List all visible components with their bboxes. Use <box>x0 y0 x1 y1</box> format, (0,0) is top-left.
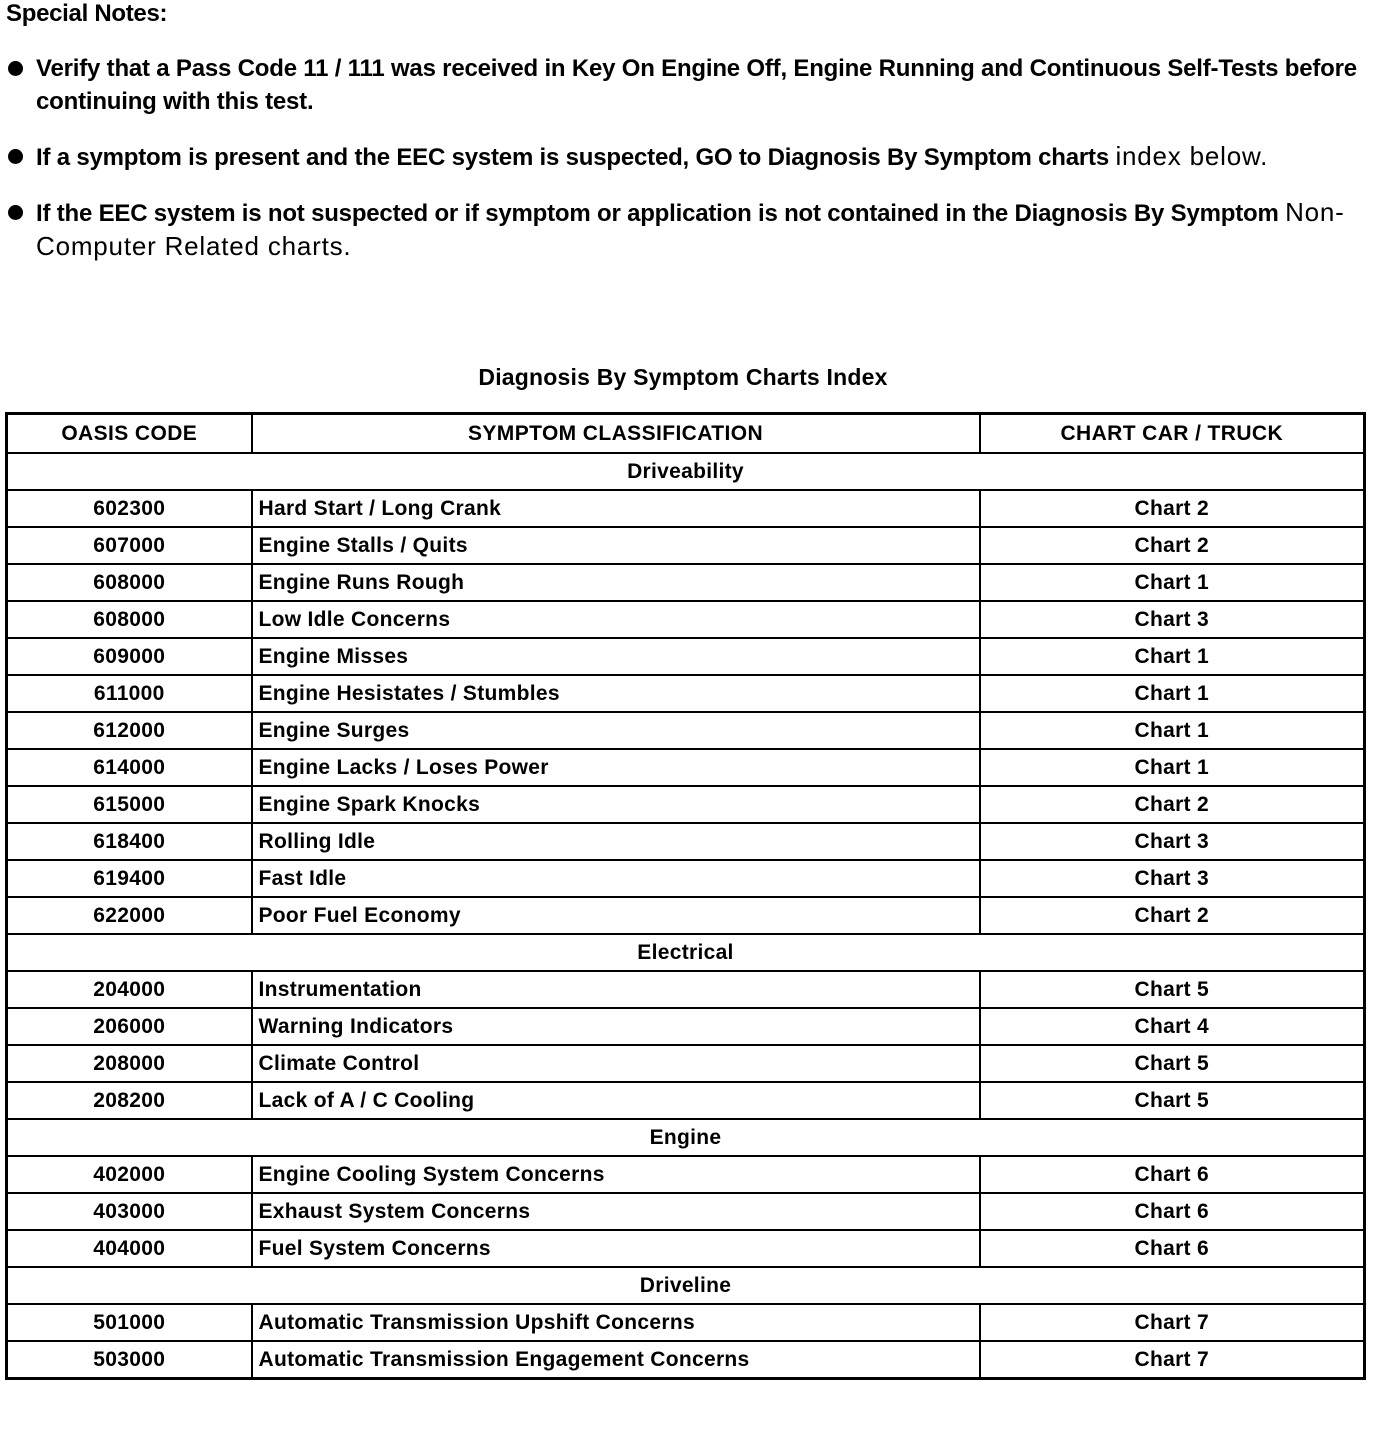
table-row <box>7 1341 1365 1379</box>
symptom-cell: Engine Surges <box>252 712 980 749</box>
chart-cell: Chart 3 <box>980 823 1365 860</box>
symptom-cell: Fast Idle <box>252 860 980 897</box>
section-row <box>7 1119 1365 1156</box>
oasis-code-cell: 208000 <box>7 1045 252 1082</box>
chart-cell: Chart 1 <box>980 749 1365 786</box>
oasis-code-cell: 204000 <box>7 971 252 1008</box>
oasis-code-cell: 404000 <box>7 1230 252 1267</box>
note-text: If the EEC system is not suspected or if symptom or application is not contained in the Diagnosis By Symptom <box>36 200 1286 227</box>
note-suffix: Non-Computer Related charts. <box>36 197 1345 261</box>
table-title: Diagnosis By Symptom Charts Index <box>478 364 888 390</box>
section-heading: Electrical <box>7 934 1365 971</box>
symptom-cell: Automatic Transmission Upshift Concerns <box>252 1304 980 1341</box>
section-heading: Driveability <box>7 453 1365 490</box>
symptom-cell: Engine Hesistates / Stumbles <box>252 675 980 712</box>
symptom-cell: Fuel System Concerns <box>252 1230 980 1267</box>
table-row <box>7 1008 1365 1045</box>
table-row <box>7 638 1365 675</box>
chart-cell: Chart 2 <box>980 897 1365 934</box>
oasis-code-cell: 622000 <box>7 897 252 934</box>
section-row <box>7 934 1365 971</box>
note-text: If a symptom is present and the EEC system is suspected, GO to Diagnosis By Symptom charts <box>36 144 1116 171</box>
table-row <box>7 749 1365 786</box>
chart-cell: Chart 3 <box>980 601 1365 638</box>
bullet-icon <box>8 205 23 220</box>
symptom-cell: Engine Cooling System Concerns <box>252 1156 980 1193</box>
chart-cell: Chart 1 <box>980 564 1365 601</box>
section-heading: Engine <box>7 1119 1365 1156</box>
table-row <box>7 601 1365 638</box>
table-row <box>7 1304 1365 1341</box>
table-row <box>7 1082 1365 1119</box>
column-header-chart: CHART CAR / TRUCK <box>980 414 1365 454</box>
table-row <box>7 490 1365 527</box>
column-header-symptom-classification: SYMPTOM CLASSIFICATION <box>252 414 980 454</box>
symptom-cell: Low Idle Concerns <box>252 601 980 638</box>
symptom-cell: Poor Fuel Economy <box>252 897 980 934</box>
table-row <box>7 786 1365 823</box>
oasis-code-cell: 618400 <box>7 823 252 860</box>
oasis-code-cell: 501000 <box>7 1304 252 1341</box>
chart-cell: Chart 6 <box>980 1230 1365 1267</box>
table-row <box>7 1156 1365 1193</box>
table-row <box>7 860 1365 897</box>
chart-cell: Chart 1 <box>980 638 1365 675</box>
chart-cell: Chart 5 <box>980 1082 1365 1119</box>
symptom-cell: Engine Lacks / Loses Power <box>252 749 980 786</box>
oasis-code-cell: 608000 <box>7 601 252 638</box>
oasis-code-cell: 615000 <box>7 786 252 823</box>
table-row <box>7 527 1365 564</box>
chart-cell: Chart 4 <box>980 1008 1365 1045</box>
symptom-cell: Warning Indicators <box>252 1008 980 1045</box>
column-header-oasis-code: OASIS CODE <box>7 414 252 454</box>
special-notes-heading: Special Notes: <box>6 0 168 27</box>
chart-cell: Chart 3 <box>980 860 1365 897</box>
chart-cell: Chart 1 <box>980 675 1365 712</box>
chart-cell: Chart 7 <box>980 1341 1365 1379</box>
chart-cell: Chart 6 <box>980 1193 1365 1230</box>
symptom-cell: Lack of A / C Cooling <box>252 1082 980 1119</box>
note-text: Verify that a Pass Code 11 / 111 was received in Key On Engine Off, Engine Running and Continuous Self-Tests before continuing with this test. <box>36 55 1357 115</box>
note-item <box>6 140 1366 174</box>
oasis-code-cell: 619400 <box>7 860 252 897</box>
table-row <box>7 1045 1365 1082</box>
table-row <box>7 1193 1365 1230</box>
chart-cell: Chart 6 <box>980 1156 1365 1193</box>
oasis-code-cell: 611000 <box>7 675 252 712</box>
note-item <box>6 52 1366 118</box>
oasis-code-cell: 614000 <box>7 749 252 786</box>
chart-cell: Chart 2 <box>980 786 1365 823</box>
symptom-cell: Climate Control <box>252 1045 980 1082</box>
bullet-icon <box>8 61 23 76</box>
oasis-code-cell: 208200 <box>7 1082 252 1119</box>
bullet-icon <box>8 149 23 164</box>
oasis-code-cell: 503000 <box>7 1341 252 1379</box>
table-row <box>7 675 1365 712</box>
symptom-cell: Automatic Transmission Engagement Concerns <box>252 1341 980 1379</box>
oasis-code-cell: 612000 <box>7 712 252 749</box>
symptom-cell: Instrumentation <box>252 971 980 1008</box>
table-row <box>7 712 1365 749</box>
section-row <box>7 453 1365 490</box>
chart-cell: Chart 5 <box>980 1045 1365 1082</box>
symptom-cell: Exhaust System Concerns <box>252 1193 980 1230</box>
table-row <box>7 897 1365 934</box>
oasis-code-cell: 607000 <box>7 527 252 564</box>
chart-cell: Chart 2 <box>980 490 1365 527</box>
oasis-code-cell: 609000 <box>7 638 252 675</box>
oasis-code-cell: 402000 <box>7 1156 252 1193</box>
oasis-code-cell: 602300 <box>7 490 252 527</box>
table-header-row <box>7 414 1365 454</box>
chart-cell: Chart 1 <box>980 712 1365 749</box>
chart-cell: Chart 2 <box>980 527 1365 564</box>
symptom-cell: Engine Runs Rough <box>252 564 980 601</box>
table-row <box>7 1230 1365 1267</box>
symptom-cell: Engine Misses <box>252 638 980 675</box>
chart-cell: Chart 7 <box>980 1304 1365 1341</box>
symptom-cell: Engine Spark Knocks <box>252 786 980 823</box>
table-body <box>7 453 1365 1379</box>
table-row <box>7 971 1365 1008</box>
oasis-code-cell: 206000 <box>7 1008 252 1045</box>
table-row <box>7 564 1365 601</box>
symptom-cell: Rolling Idle <box>252 823 980 860</box>
chart-cell: Chart 5 <box>980 971 1365 1008</box>
symptom-index-table <box>5 412 1366 1380</box>
symptom-cell: Hard Start / Long Crank <box>252 490 980 527</box>
table-row <box>7 823 1365 860</box>
section-heading: Driveline <box>7 1267 1365 1304</box>
note-item <box>6 196 1366 264</box>
note-suffix: index below. <box>1115 141 1269 171</box>
oasis-code-cell: 608000 <box>7 564 252 601</box>
oasis-code-cell: 403000 <box>7 1193 252 1230</box>
section-row <box>7 1267 1365 1304</box>
symptom-cell: Engine Stalls / Quits <box>252 527 980 564</box>
